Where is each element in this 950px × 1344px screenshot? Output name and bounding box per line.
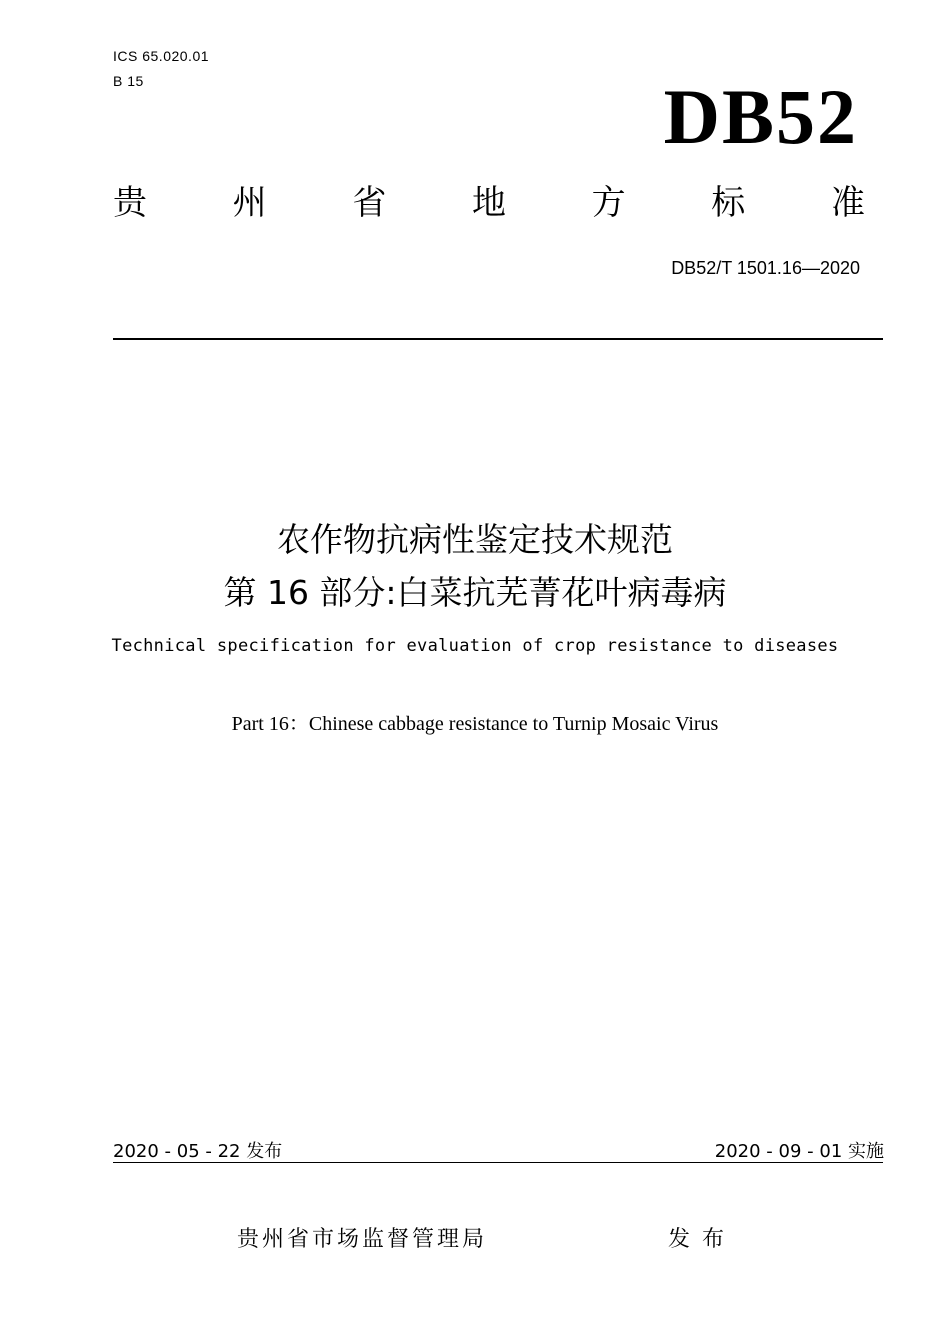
standard-number: DB52/T 1501.16—2020	[671, 258, 860, 278]
standard-type-char: 州	[232, 183, 267, 223]
standard-type-char: 省	[352, 183, 387, 223]
english-title: Technical specification for evaluation of crop resistance to diseases	[111, 636, 839, 656]
classification-code: B 15	[113, 73, 144, 89]
standard-type-char: 地	[471, 183, 506, 223]
standard-type-char: 贵	[113, 183, 147, 223]
standard-code-logo: DB52	[663, 73, 858, 160]
issue-date: 2020 - 05 - 22 发布	[113, 1141, 283, 1162]
standard-type-title	[113, 183, 865, 223]
english-subtitle: Part 16：Chinese cabbage resistance to Turnip Mosaic Virus	[231, 713, 719, 735]
ics-code: ICS 65.020.01	[113, 48, 210, 64]
chinese-title-line1: 农作物抗病性鉴定技术规范	[277, 520, 673, 559]
standard-type-char: 方	[591, 183, 626, 223]
header-divider	[113, 338, 883, 340]
implementation-date: 2020 - 09 - 01 实施	[714, 1141, 884, 1162]
publish-label: 发布	[668, 1227, 737, 1252]
standard-type-char: 标	[711, 183, 746, 223]
chinese-title-line2: 第 16 部分:白菜抗芜菁花叶病毒病	[223, 573, 727, 612]
standard-type-char: 准	[830, 183, 865, 223]
publisher-name: 贵州省市场监督管理局	[237, 1227, 488, 1252]
footer-divider	[113, 1162, 883, 1163]
